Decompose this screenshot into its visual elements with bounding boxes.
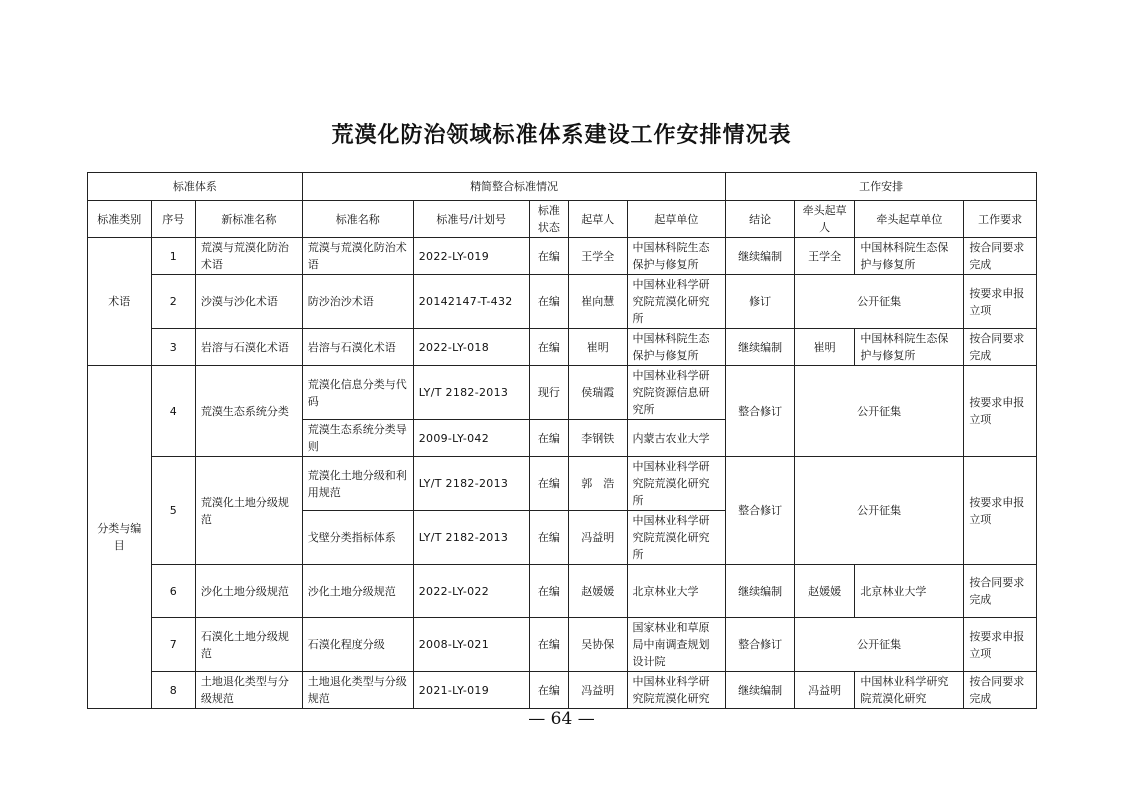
std-name-cell: 岩溶与石漠化术语 [302,329,413,366]
std-no-cell: 2008-LY-021 [413,618,529,672]
new-name-cell: 岩溶与石漠化术语 [195,329,302,366]
conclusion-cell: 继续编制 [726,672,795,709]
seq-cell: 4 [151,366,195,457]
col-draft-unit: 起草单位 [627,201,726,238]
std-no-cell: 2009-LY-042 [413,420,529,457]
new-name-cell: 沙化土地分级规范 [195,565,302,618]
drafter-cell: 王学全 [569,238,627,275]
table-row [88,565,1037,618]
col-new-name: 新标准名称 [195,201,302,238]
col-lead-unit: 牵头起草单位 [855,201,964,238]
status-cell: 在编 [529,565,568,618]
std-no-cell: 2022-LY-018 [413,329,529,366]
status-cell: 在编 [529,275,568,329]
new-name-cell: 荒漠生态系统分类 [195,366,302,457]
std-no-cell: LY/T 2182-2013 [413,366,529,420]
new-name-cell: 荒漠与荒漠化防治术语 [195,238,302,275]
category-cell: 分类与编目 [88,366,152,709]
draft-unit-cell: 中国林业科学研究院荒漠化研究所 [627,275,726,329]
requirement-cell: 按合同要求完成 [964,329,1037,366]
lead-drafter-cell: 崔明 [794,329,855,366]
std-name-cell: 沙化土地分级规范 [302,565,413,618]
conclusion-cell: 整合修订 [726,618,795,672]
std-name-cell: 荒漠生态系统分类导则 [302,420,413,457]
draft-unit-cell: 中国林业科学研究院荒漠化研究所 [627,511,726,565]
new-name-cell: 沙漠与沙化术语 [195,275,302,329]
draft-unit-cell: 中国林业科学研究院荒漠化研究 [627,672,726,709]
std-no-cell: 2022-LY-019 [413,238,529,275]
std-no-cell: 20142147-T-432 [413,275,529,329]
seq-cell: 8 [151,672,195,709]
table-row [88,329,1037,366]
drafter-cell: 李钢铁 [569,420,627,457]
seq-cell: 2 [151,275,195,329]
requirement-cell: 按要求申报立项 [964,366,1037,457]
draft-unit-cell: 中国林科院生态保护与修复所 [627,238,726,275]
col-status: 标准状态 [529,201,568,238]
drafter-cell: 冯益明 [569,672,627,709]
std-no-cell: 2022-LY-022 [413,565,529,618]
drafter-cell: 崔明 [569,329,627,366]
conclusion-cell: 继续编制 [726,238,795,275]
std-name-cell: 防沙治沙术语 [302,275,413,329]
public-call-cell: 公开征集 [794,275,963,329]
header-column-row [88,201,1037,238]
new-name-cell: 石漠化土地分级规范 [195,618,302,672]
requirement-cell: 按要求申报立项 [964,275,1037,329]
lead-unit-cell: 中国林业科学研究院荒漠化研究 [855,672,964,709]
seq-cell: 1 [151,238,195,275]
lead-drafter-cell: 王学全 [794,238,855,275]
std-name-cell: 石漠化程度分级 [302,618,413,672]
draft-unit-cell: 中国林业科学研究院资源信息研究所 [627,366,726,420]
col-std-no: 标准号/计划号 [413,201,529,238]
col-lead-drafter: 牵头起草人 [794,201,855,238]
requirement-cell: 按合同要求完成 [964,238,1037,275]
requirement-cell: 按要求申报立项 [964,618,1037,672]
status-cell: 在编 [529,618,568,672]
std-name-cell: 荒漠与荒漠化防治术语 [302,238,413,275]
status-cell: 在编 [529,672,568,709]
col-category: 标准类别 [88,201,152,238]
page-number: — 64 — [528,709,595,729]
drafter-cell: 侯瑞霞 [569,366,627,420]
header-work: 工作安排 [726,173,1037,201]
draft-unit-cell: 中国林业科学研究院荒漠化研究所 [627,457,726,511]
public-call-cell: 公开征集 [794,366,963,457]
conclusion-cell: 整合修订 [726,457,795,565]
col-requirement: 工作要求 [964,201,1037,238]
lead-unit-cell: 中国林科院生态保护与修复所 [855,238,964,275]
std-name-cell: 荒漠化土地分级和利用规范 [302,457,413,511]
col-drafter: 起草人 [569,201,627,238]
category-cell: 术语 [88,238,152,366]
draft-unit-cell: 国家林业和草原局中南调查规划设计院 [627,618,726,672]
draft-unit-cell: 北京林业大学 [627,565,726,618]
page-title: 荒漠化防治领域标准体系建设工作安排情况表 [331,122,792,148]
std-no-cell: LY/T 2182-2013 [413,511,529,565]
status-cell: 在编 [529,329,568,366]
seq-cell: 3 [151,329,195,366]
lead-unit-cell: 中国林科院生态保护与修复所 [855,329,964,366]
public-call-cell: 公开征集 [794,618,963,672]
conclusion-cell: 继续编制 [726,329,795,366]
table-row [88,275,1037,329]
std-name-cell: 荒漠化信息分类与代码 [302,366,413,420]
conclusion-cell: 继续编制 [726,565,795,618]
status-cell: 在编 [529,457,568,511]
col-std-name: 标准名称 [302,201,413,238]
status-cell: 在编 [529,420,568,457]
drafter-cell: 崔向慧 [569,275,627,329]
col-seq: 序号 [151,201,195,238]
requirement-cell: 按合同要求完成 [964,672,1037,709]
new-name-cell: 土地退化类型与分级规范 [195,672,302,709]
table-row [88,618,1037,672]
status-cell: 在编 [529,238,568,275]
drafter-cell: 赵媛媛 [569,565,627,618]
lead-drafter-cell: 冯益明 [794,672,855,709]
seq-cell: 5 [151,457,195,565]
conclusion-cell: 修订 [726,275,795,329]
lead-unit-cell: 北京林业大学 [855,565,964,618]
new-name-cell: 荒漠化土地分级规范 [195,457,302,565]
header-system: 标准体系 [88,173,303,201]
header-group-row [88,173,1037,201]
status-cell: 在编 [529,511,568,565]
col-conclusion: 结论 [726,201,795,238]
std-name-cell: 土地退化类型与分级规范 [302,672,413,709]
std-no-cell: 2021-LY-019 [413,672,529,709]
table-row [88,238,1037,275]
table-row [88,366,1037,420]
public-call-cell: 公开征集 [794,457,963,565]
draft-unit-cell: 内蒙古农业大学 [627,420,726,457]
seq-cell: 6 [151,565,195,618]
drafter-cell: 冯益明 [569,511,627,565]
conclusion-cell: 整合修订 [726,366,795,457]
seq-cell: 7 [151,618,195,672]
table-row [88,672,1037,709]
table-row [88,457,1037,511]
drafter-cell: 吴协保 [569,618,627,672]
header-integration: 精简整合标准情况 [302,173,726,201]
requirement-cell: 按要求申报立项 [964,457,1037,565]
requirement-cell: 按合同要求完成 [964,565,1037,618]
lead-drafter-cell: 赵媛媛 [794,565,855,618]
draft-unit-cell: 中国林科院生态保护与修复所 [627,329,726,366]
drafter-cell: 郭 浩 [569,457,627,511]
standards-table [87,172,1037,709]
std-name-cell: 戈壁分类指标体系 [302,511,413,565]
std-no-cell: LY/T 2182-2013 [413,457,529,511]
status-cell: 现行 [529,366,568,420]
